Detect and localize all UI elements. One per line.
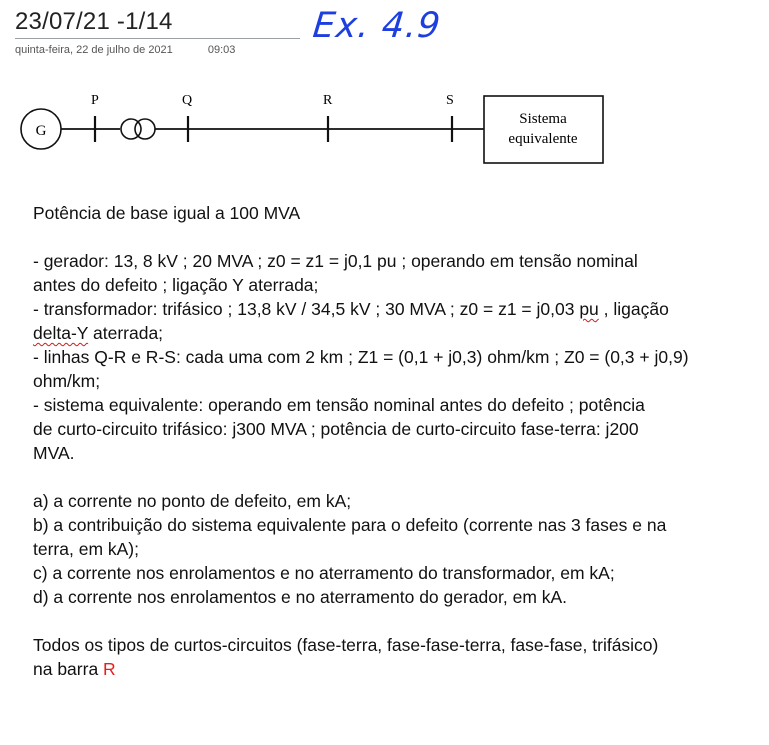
single-line-diagram <box>14 86 614 176</box>
equivalent-spec-line2: de curto-circuito trifásico: j300 MVA ; potência de curto-circuito fase-terra: j200 <box>33 419 639 439</box>
page-date-line <box>15 44 235 56</box>
handwritten-exercise-note: Ex. 4.9 <box>310 6 443 46</box>
transformer-symbol-secondary <box>135 119 155 139</box>
question-c: c) a corrente nos enrolamentos e no aterramento do transformador, em kA; <box>33 563 615 583</box>
equivalent-system-label-line2: equivalente <box>508 131 578 147</box>
fault-types-line2 <box>33 657 763 681</box>
equivalent-spec-line1: - sistema equivalente: operando em tensão nominal antes do defeito ; potência <box>33 395 645 415</box>
question-d: d) a corrente nos enrolamentos e no aterramento do gerador, em kA. <box>33 587 568 607</box>
base-power-line: Potência de base igual a 100 MVA <box>33 203 301 223</box>
bus-label-r: R <box>323 93 333 108</box>
transformer-spec-text-end: , ligação <box>598 299 669 319</box>
equivalent-system-box <box>484 96 603 163</box>
transformer-spec-text-2: aterrada; <box>88 323 164 343</box>
bus-label-p: P <box>91 93 99 108</box>
exercise-text <box>33 201 763 681</box>
page-time: 09:03 <box>207 44 236 56</box>
question-b-line1: b) a contribuição do sistema equivalente para o defeito (corrente nas 3 fases e na <box>33 515 667 535</box>
fault-types-line1: Todos os tipos de curtos-circuitos (fase-terra, fase-fase-terra, fase-fase, trifásico) <box>33 635 659 655</box>
transformer-spec-text: - transformador: trifásico ; 13,8 kV / 34,5 kV ; 30 MVA ; z0 = z1 = j0,03 <box>33 299 580 319</box>
lines-spec-line1: - linhas Q-R e R-S: cada uma com 2 km ; Z1 = (0,1 + j0,3) ohm/km ; Z0 = (0,3 + j0,9) <box>33 347 689 367</box>
transformer-spec-line1 <box>33 297 763 321</box>
lines-spec-line2: ohm/km; <box>33 371 101 391</box>
question-b-line2: terra, em kA); <box>33 539 139 559</box>
generator-label: G <box>35 123 47 139</box>
spell-check-word-pu: pu <box>579 299 599 319</box>
transformer-spec-line2 <box>33 321 763 345</box>
fault-bus-highlight: R <box>103 659 116 679</box>
page-title: 23/07/21 -1/14 <box>15 8 173 35</box>
title-divider <box>15 38 300 39</box>
spell-check-word-delta: delta-Y <box>33 323 89 343</box>
generator-spec-line1: - gerador: 13, 8 kV ; 20 MVA ; z0 = z1 = j0,1 pu ; operando em tensão nominal <box>33 251 638 271</box>
page-date: quinta-feira, 22 de julho de 2021 <box>15 44 173 56</box>
generator-spec-line2: antes do defeito ; ligação Y aterrada; <box>33 275 319 295</box>
bus-label-s: S <box>446 93 454 108</box>
fault-location-text: na barra <box>33 659 104 679</box>
bus-label-q: Q <box>182 93 193 108</box>
equivalent-system-label-line1: Sistema <box>519 111 567 127</box>
equivalent-spec-line3: MVA. <box>33 443 75 463</box>
question-a: a) a corrente no ponto de defeito, em kA; <box>33 491 352 511</box>
